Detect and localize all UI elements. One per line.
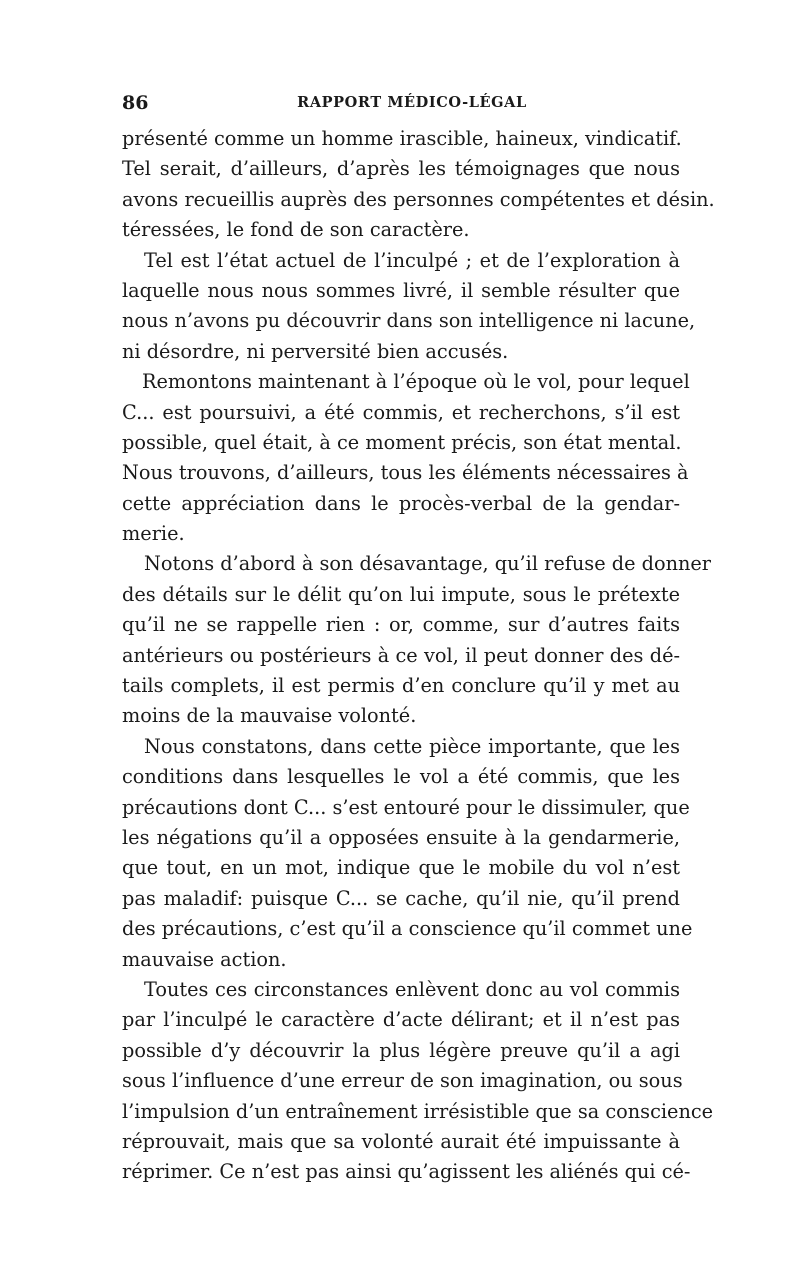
text-line: qu’il ne se rappelle rien : or, comme, sur d’autres faits bbox=[122, 613, 680, 637]
paragraph-start-line: Notons d’abord à son désavantage, qu’il refuse de donner bbox=[144, 552, 712, 576]
text-line: laquelle nous nous sommes livré, il semble résulter que bbox=[122, 278, 680, 302]
paragraph-start-line: Tel est l’état actuel de l’inculpé ; et de l’exploration à bbox=[144, 248, 680, 272]
text-line: Nous trouvons, d’ailleurs, tous les éléments nécessaires à bbox=[122, 461, 689, 485]
text-line: mauvaise action. bbox=[122, 947, 287, 971]
text-line: possible d’y découvrir la plus légère preuve qu’il a agi bbox=[122, 1038, 680, 1062]
text-line: précautions dont C... s’est entouré pour le dissimuler, que bbox=[122, 795, 690, 819]
text-line: par l’inculpé le caractère d’acte délirant; et il n’est pas bbox=[122, 1008, 680, 1032]
text-line: les négations qu’il a opposées ensuite à la gendarmerie, bbox=[122, 825, 680, 849]
text-line: téressées, le fond de son caractère. bbox=[122, 218, 470, 242]
text-line: que tout, en un mot, indique que le mobile du vol n’est bbox=[122, 856, 680, 880]
text-line: Tel serait, d’ailleurs, d’après les témoignages que nous bbox=[122, 157, 680, 181]
text-line: présenté comme un homme irascible, haineux, vindicatif. bbox=[122, 127, 682, 150]
text-line: antérieurs ou postérieurs à ce vol, il peut donner des dé- bbox=[122, 643, 680, 667]
text-line: ni désordre, ni perversité bien accusés. bbox=[122, 339, 509, 363]
text-line: cette appréciation dans le procès-verbal de la gendar- bbox=[122, 491, 680, 515]
paragraph-start-line: Remontons maintenant à l’époque où le vol, pour lequel bbox=[142, 370, 690, 394]
text-line: réprouvait, mais que sa volonté aurait été impuissante à bbox=[122, 1129, 680, 1153]
text-line: tails complets, il est permis d’en conclure qu’il y met au bbox=[122, 674, 680, 698]
text-line: merie. bbox=[122, 522, 185, 546]
text-line: avons recueillis auprès des personnes compétentes et désin. bbox=[122, 187, 715, 211]
text-line: conditions dans lesquelles le vol a été commis, que les bbox=[122, 765, 680, 789]
text-line: nous n’avons pu découvrir dans son intelligence ni lacune, bbox=[122, 309, 696, 333]
text-line: des précautions, c’est qu’il a conscience qu’il commet une bbox=[122, 917, 693, 941]
text-line: moins de la mauvaise volonté. bbox=[122, 704, 417, 728]
running-title: RAPPORT MÉDICO-LÉGAL bbox=[297, 94, 527, 111]
text-line: l’impulsion d’un entraînement irrésistible que sa conscience bbox=[122, 1099, 714, 1123]
text-line: C... est poursuivi, a été commis, et recherchons, s’il est bbox=[122, 400, 680, 424]
paragraph-start-line: Nous constatons, dans cette pièce importante, que les bbox=[144, 734, 680, 758]
text-line: possible, quel était, à ce moment précis, son état mental. bbox=[122, 430, 682, 454]
text-line: des détails sur le délit qu’on lui impute, sous le prétexte bbox=[122, 582, 680, 606]
body-text bbox=[122, 124, 715, 1188]
text-line: réprimer. Ce n’est pas ainsi qu’agissent les aliénés qui cé- bbox=[122, 1160, 691, 1184]
paragraph-start-line: Toutes ces circonstances enlèvent donc au vol commis bbox=[144, 977, 680, 1001]
page-number: 86 bbox=[122, 92, 149, 114]
text-line: pas maladif: puisque C... se cache, qu’il nie, qu’il prend bbox=[122, 886, 680, 910]
text-line: sous l’influence d’une erreur de son imagination, ou sous bbox=[122, 1069, 683, 1093]
page-header bbox=[122, 90, 682, 116]
